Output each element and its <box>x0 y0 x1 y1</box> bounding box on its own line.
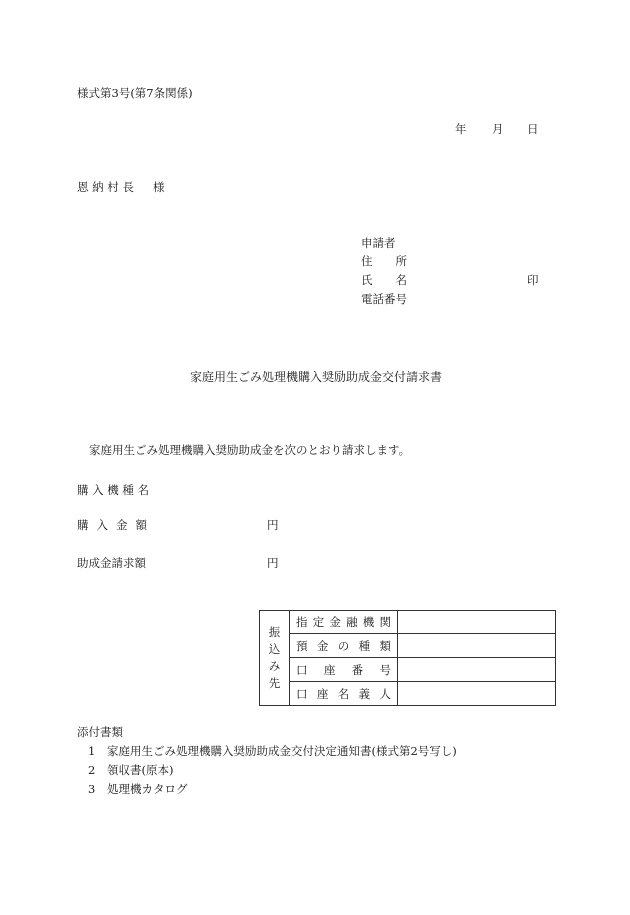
model-label: 購入機種名 <box>77 483 149 497</box>
date-month: 月 <box>492 122 504 136</box>
bank-transfer-table <box>259 610 556 706</box>
account-number-label: 口座番号 <box>296 662 391 677</box>
attachments-heading: 添付書類 <box>77 725 123 739</box>
account-holder-label-cell <box>290 682 398 706</box>
claim-label: 助成金請求額 <box>77 556 146 570</box>
account-holder-value <box>398 682 556 706</box>
applicant-address-label: 住 所 <box>361 254 407 268</box>
attachment-item: 領収書(原本) <box>107 763 174 777</box>
account-number-label-cell <box>290 658 398 682</box>
claim-unit: 円 <box>267 556 279 570</box>
bank-name-label: 指定金融機関 <box>296 615 391 629</box>
side-label-char: 振 <box>268 624 281 639</box>
date-year: 年 <box>455 122 467 136</box>
body-text: 家庭用生ごみ処理機購入奨励助成金を次のとおり請求します。 <box>89 443 411 457</box>
account-number-value <box>398 658 556 682</box>
applicant-heading: 申請者 <box>361 236 396 250</box>
attachment-item: 処理機カタログ <box>107 782 188 796</box>
side-label-char: 込 <box>268 641 281 656</box>
attachment-item: 家庭用生ごみ処理機購入奨励助成金交付決定通知書(様式第2号写し) <box>107 744 457 758</box>
form-number: 様式第3号(第7条関係) <box>77 86 193 100</box>
attachment-number: 1 <box>88 744 96 758</box>
applicant-name-label: 氏 名 <box>361 273 407 287</box>
seal-mark: 印 <box>527 273 539 287</box>
amount-unit: 円 <box>267 518 279 532</box>
attachment-number: 3 <box>88 782 96 796</box>
transfer-destination-label <box>260 611 290 706</box>
deposit-type-label: 預金の種類 <box>296 638 391 653</box>
recipient-name: 恩 納 村 長 <box>77 180 134 194</box>
bank-name-label-cell <box>290 611 398 634</box>
attachment-number: 2 <box>88 763 96 777</box>
account-holder-label: 口座名義人 <box>296 686 391 701</box>
amount-label: 購入金額 <box>77 518 147 532</box>
side-label-char: み <box>268 659 281 673</box>
applicant-phone-label: 電話番号 <box>361 292 407 306</box>
deposit-type-value <box>398 634 556 658</box>
date-day: 日 <box>527 122 539 136</box>
bank-name-value <box>398 611 556 634</box>
document-title: 家庭用生ごみ処理機購入奨励助成金交付請求書 <box>190 370 443 384</box>
deposit-type-label-cell <box>290 634 398 658</box>
side-label-char: 先 <box>268 676 281 691</box>
recipient-honorific: 様 <box>153 180 165 194</box>
